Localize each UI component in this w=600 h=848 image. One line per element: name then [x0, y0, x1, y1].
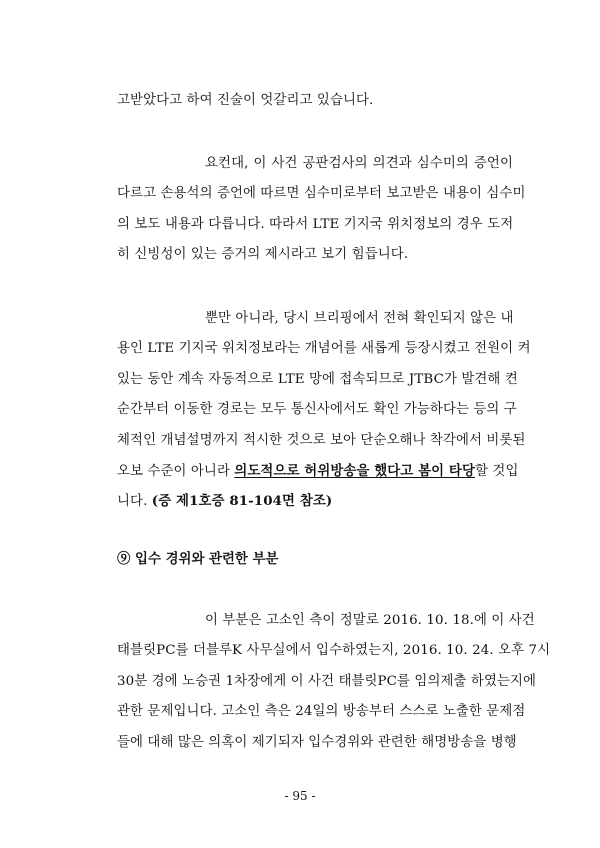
paragraph-4-line-4: 관한 문제입니다. 고소인 측은 24일의 방송부터 스스로 노출한 문제점: [117, 704, 526, 719]
paragraph-3-line-4: 순간부터 이동한 경로는 모두 통신사에서도 확인 가능하다는 등의 구: [117, 402, 517, 417]
page-number: - 95 -: [284, 789, 316, 803]
paragraph-2-line-1: 요컨대, 이 사건 공판검사의 의견과 심수미의 증언이: [205, 156, 513, 171]
paragraph-4-line-2: 태블릿PC를 더블루K 사무실에서 입수하였는지, 2016. 10. 24. 오후 7시: [117, 643, 551, 658]
paragraph-3-line-1: 뿐만 아니라, 당시 브리핑에서 전혀 확인되지 않은 내: [205, 311, 514, 326]
evidence-citation: (증 제1호증 81-104면 참조): [151, 493, 333, 509]
paragraph-2-line-4: 히 신빙성이 있는 증거의 제시라고 보기 힘듭니다.: [117, 247, 409, 262]
paragraph-2-line-2: 다르고 손용석의 증언에 따르면 심수미로부터 보고받은 내용이 심수미: [117, 186, 526, 201]
section-heading: ⑨ 입수 경위와 관련한 부분: [117, 551, 279, 567]
paragraph-3-line-6-start: 오보 수준이 아니라: [117, 464, 235, 479]
emphasized-conclusion: 의도적으로 허위방송을 했다고 봄이 타당: [234, 463, 476, 479]
paragraph-3-line-2: 용인 LTE 기지국 위치정보라는 개념어를 새롭게 등장시켰고 전원이 켜: [117, 341, 531, 356]
paragraph-3-line-7: [117, 491, 513, 512]
paragraph-2-line-3: 의 보도 내용과 다릅니다. 따라서 LTE 기지국 위치정보의 경우 도저: [117, 217, 514, 232]
paragraph-3-line-5: 체적인 개념설명까지 적시한 것으로 보아 단순오해나 착각에서 비롯된: [117, 433, 526, 448]
paragraph-4-line-1: 이 부분은 고소인 측이 정말로 2016. 10. 18.에 이 사건: [205, 613, 535, 628]
paragraph-3-line-6: [117, 461, 519, 482]
paragraph-4-line-3: 30분 경에 노승권 1차장에게 이 사건 태블릿PC를 임의제출 하였는지에: [117, 674, 537, 689]
paragraph-3-line-3: 있는 동안 계속 자동적으로 LTE 망에 접속되므로 JTBC가 발견해 켠: [117, 372, 518, 387]
paragraph-4-line-5: 들에 대해 많은 의혹이 제기되자 입수경위와 관련한 해명방송을 병행: [117, 735, 517, 750]
paragraph-3-line-7-text: 니다.: [117, 494, 152, 509]
paragraph-1-line-1: 고받았다고 하여 진술이 엇갈리고 있습니다.: [117, 93, 374, 108]
paragraph-3-line-6-end: 할 것입: [475, 464, 519, 479]
